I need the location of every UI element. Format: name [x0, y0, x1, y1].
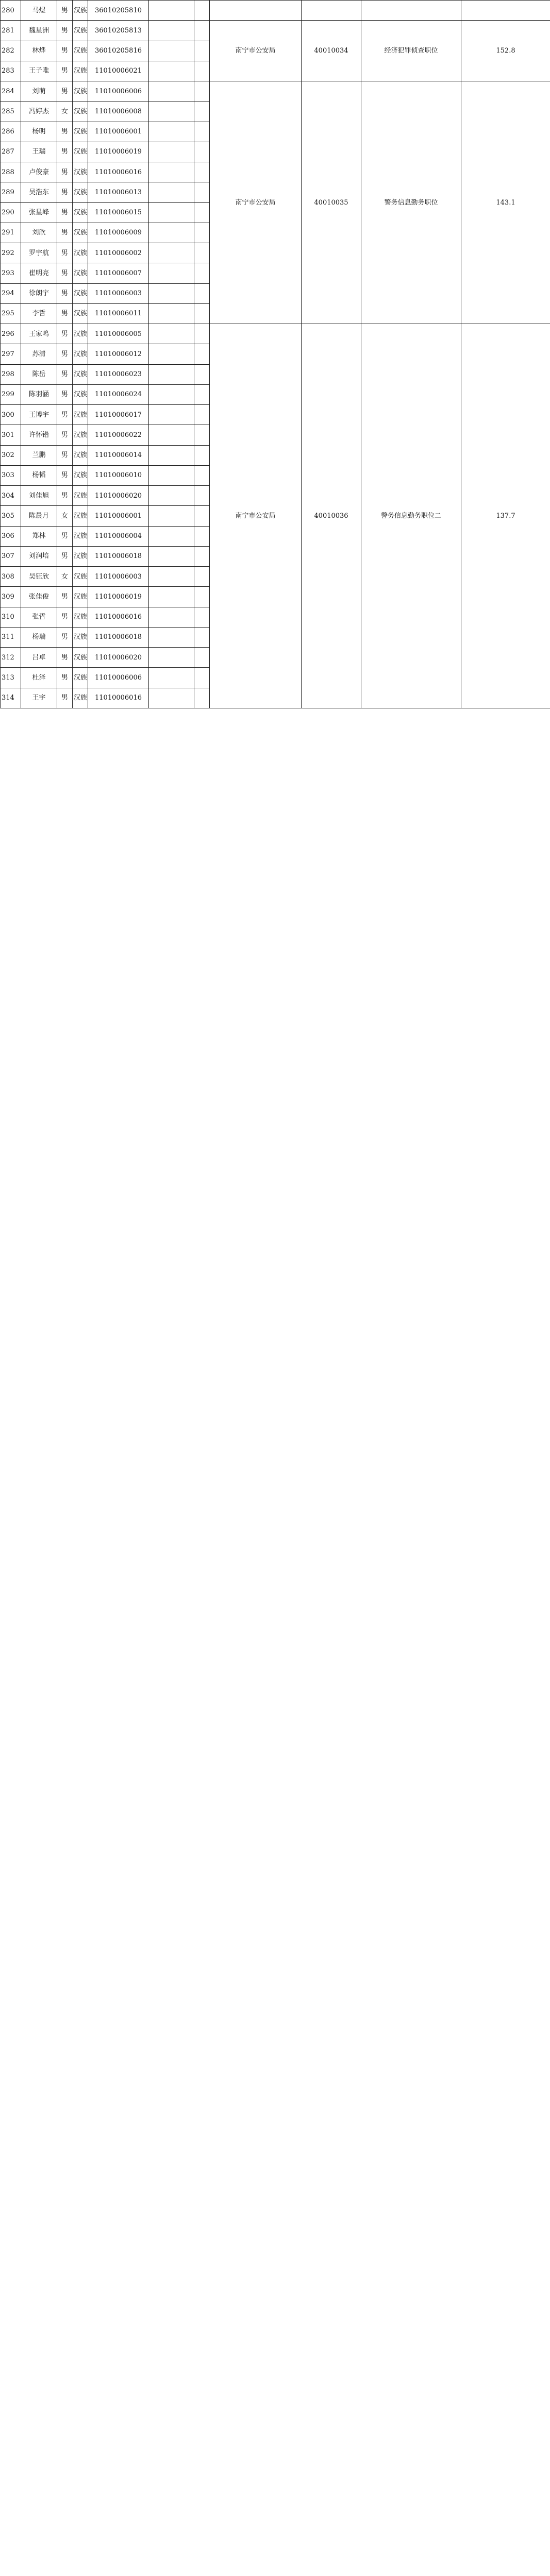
candidate-name: 张哲: [21, 607, 57, 627]
exam-id: 11010006004: [88, 526, 149, 546]
row-number: 289: [1, 182, 21, 202]
gender: 男: [57, 263, 73, 283]
ethnicity: 汉族: [73, 627, 88, 647]
row-number: 307: [1, 546, 21, 566]
row-number: 283: [1, 61, 21, 81]
gender: 男: [57, 688, 73, 708]
blank-cell: [194, 61, 210, 81]
blank-cell: [194, 648, 210, 668]
blank-cell: [149, 344, 194, 364]
blank-cell: [194, 101, 210, 122]
candidate-name: 王瑞: [21, 142, 57, 162]
blank-cell: [194, 688, 210, 708]
row-number: 314: [1, 688, 21, 708]
blank-cell: [194, 283, 210, 303]
candidate-table: [0, 0, 550, 708]
exam-id: 11010006015: [88, 202, 149, 223]
position-name: [361, 1, 461, 21]
gender: 男: [57, 182, 73, 202]
candidate-name: 陈岳: [21, 364, 57, 384]
gender: 男: [57, 627, 73, 647]
gender: 男: [57, 243, 73, 263]
blank-cell: [149, 425, 194, 445]
exam-id: 11010006020: [88, 648, 149, 668]
row-number: 285: [1, 101, 21, 122]
blank-cell: [194, 263, 210, 283]
blank-cell: [149, 243, 194, 263]
exam-id: 11010006017: [88, 405, 149, 425]
row-number: 311: [1, 627, 21, 647]
blank-cell: [194, 122, 210, 142]
ethnicity: 汉族: [73, 223, 88, 243]
exam-id: 11010006009: [88, 223, 149, 243]
row-number: 301: [1, 425, 21, 445]
recruiting-unit: 南宁市公安局: [210, 81, 302, 324]
exam-id: 11010006007: [88, 263, 149, 283]
position-code: [302, 1, 361, 21]
ethnicity: 汉族: [73, 688, 88, 708]
ethnicity: 汉族: [73, 142, 88, 162]
blank-cell: [149, 526, 194, 546]
blank-cell: [194, 627, 210, 647]
ethnicity: 汉族: [73, 182, 88, 202]
gender: 男: [57, 486, 73, 506]
position-code: 40010036: [302, 324, 361, 708]
cutoff-score: 137.7: [461, 324, 550, 708]
ethnicity: 汉族: [73, 1, 88, 21]
blank-cell: [194, 81, 210, 101]
ethnicity: 汉族: [73, 364, 88, 384]
blank-cell: [194, 445, 210, 465]
blank-cell: [149, 283, 194, 303]
blank-cell: [194, 324, 210, 344]
row-number: 280: [1, 1, 21, 21]
row-number: 292: [1, 243, 21, 263]
gender: 男: [57, 21, 73, 41]
candidate-name: 王子唯: [21, 61, 57, 81]
gender: 男: [57, 1, 73, 21]
ethnicity: 汉族: [73, 101, 88, 122]
gender: 男: [57, 162, 73, 182]
exam-id: 11010006019: [88, 142, 149, 162]
exam-id: 11010006024: [88, 384, 149, 404]
exam-id: 11010006016: [88, 607, 149, 627]
candidate-name: 苏清: [21, 344, 57, 364]
table-body: [1, 1, 550, 708]
blank-cell: [149, 465, 194, 485]
gender: 男: [57, 61, 73, 81]
candidate-name: 郑林: [21, 526, 57, 546]
exam-id: 36010205813: [88, 21, 149, 41]
row-number: 306: [1, 526, 21, 546]
ethnicity: 汉族: [73, 202, 88, 223]
ethnicity: 汉族: [73, 384, 88, 404]
blank-cell: [194, 607, 210, 627]
gender: 男: [57, 81, 73, 101]
blank-cell: [194, 243, 210, 263]
ethnicity: 汉族: [73, 263, 88, 283]
exam-id: 11010006006: [88, 81, 149, 101]
row-number: 282: [1, 41, 21, 61]
ethnicity: 汉族: [73, 486, 88, 506]
exam-id: 11010006005: [88, 324, 149, 344]
candidate-name: 陈晨月: [21, 506, 57, 526]
exam-id: 11010006021: [88, 61, 149, 81]
candidate-name: 刘萌: [21, 81, 57, 101]
gender: 男: [57, 202, 73, 223]
gender: 男: [57, 364, 73, 384]
ethnicity: 汉族: [73, 607, 88, 627]
exam-id: 11010006002: [88, 243, 149, 263]
exam-id: 11010006003: [88, 283, 149, 303]
candidate-name: 杨瑞: [21, 627, 57, 647]
candidate-name: 刘润培: [21, 546, 57, 566]
ethnicity: 汉族: [73, 81, 88, 101]
exam-id: 11010006006: [88, 668, 149, 688]
candidate-name: 罗宇航: [21, 243, 57, 263]
blank-cell: [149, 303, 194, 324]
gender: 男: [57, 142, 73, 162]
gender: 男: [57, 344, 73, 364]
blank-cell: [194, 182, 210, 202]
ethnicity: 汉族: [73, 425, 88, 445]
gender: 男: [57, 384, 73, 404]
gender: 男: [57, 223, 73, 243]
blank-cell: [194, 425, 210, 445]
row-number: 286: [1, 122, 21, 142]
ethnicity: 汉族: [73, 465, 88, 485]
blank-cell: [149, 324, 194, 344]
blank-cell: [194, 567, 210, 587]
gender: 男: [57, 546, 73, 566]
candidate-name: 吴浩东: [21, 182, 57, 202]
exam-id: 11010006023: [88, 364, 149, 384]
blank-cell: [194, 465, 210, 485]
candidate-name: 吴钰欣: [21, 567, 57, 587]
row-number: 294: [1, 283, 21, 303]
blank-cell: [194, 384, 210, 404]
candidate-name: 兰鹏: [21, 445, 57, 465]
position-name: 警务信息勤务职位: [361, 81, 461, 324]
blank-cell: [149, 61, 194, 81]
cutoff-score: [461, 1, 550, 21]
row-number: 302: [1, 445, 21, 465]
blank-cell: [149, 1, 194, 21]
exam-id: 11010006003: [88, 567, 149, 587]
row-number: 313: [1, 668, 21, 688]
blank-cell: [149, 41, 194, 61]
gender: 男: [57, 526, 73, 546]
row-number: 305: [1, 506, 21, 526]
table-row: [1, 21, 550, 41]
blank-cell: [149, 223, 194, 243]
table-row: [1, 81, 550, 101]
blank-cell: [149, 546, 194, 566]
blank-cell: [149, 627, 194, 647]
candidate-name: 王家鸣: [21, 324, 57, 344]
candidate-name: 杜泽: [21, 668, 57, 688]
exam-id: 11010006019: [88, 587, 149, 607]
blank-cell: [149, 506, 194, 526]
row-number: 296: [1, 324, 21, 344]
row-number: 288: [1, 162, 21, 182]
blank-cell: [149, 587, 194, 607]
ethnicity: 汉族: [73, 567, 88, 587]
blank-cell: [194, 41, 210, 61]
blank-cell: [149, 122, 194, 142]
exam-id: 11010006010: [88, 465, 149, 485]
ethnicity: 汉族: [73, 324, 88, 344]
row-number: 303: [1, 465, 21, 485]
blank-cell: [149, 607, 194, 627]
blank-cell: [194, 546, 210, 566]
blank-cell: [149, 668, 194, 688]
row-number: 287: [1, 142, 21, 162]
ethnicity: 汉族: [73, 21, 88, 41]
blank-cell: [194, 344, 210, 364]
blank-cell: [194, 303, 210, 324]
blank-cell: [149, 162, 194, 182]
position-code: 40010034: [302, 21, 361, 81]
cutoff-score: 152.8: [461, 21, 550, 81]
blank-cell: [149, 364, 194, 384]
row-number: 297: [1, 344, 21, 364]
row-number: 310: [1, 607, 21, 627]
exam-id: 11010006001: [88, 122, 149, 142]
blank-cell: [149, 81, 194, 101]
gender: 男: [57, 283, 73, 303]
row-number: 312: [1, 648, 21, 668]
position-name: 警务信息勤务职位二: [361, 324, 461, 708]
candidate-name: 卢俊豪: [21, 162, 57, 182]
exam-id: 36010205810: [88, 1, 149, 21]
candidate-name: 冯婷杰: [21, 101, 57, 122]
exam-id: 11010006012: [88, 344, 149, 364]
exam-id: 11010006022: [88, 425, 149, 445]
blank-cell: [149, 688, 194, 708]
position-code: 40010035: [302, 81, 361, 324]
gender: 男: [57, 668, 73, 688]
blank-cell: [149, 405, 194, 425]
gender: 男: [57, 648, 73, 668]
exam-id: 11010006018: [88, 546, 149, 566]
candidate-name: 杨明: [21, 122, 57, 142]
row-number: 300: [1, 405, 21, 425]
ethnicity: 汉族: [73, 61, 88, 81]
exam-id: 11010006018: [88, 627, 149, 647]
candidate-name: 陈羽涵: [21, 384, 57, 404]
exam-id: 11010006014: [88, 445, 149, 465]
ethnicity: 汉族: [73, 344, 88, 364]
blank-cell: [149, 445, 194, 465]
cutoff-score: 143.1: [461, 81, 550, 324]
ethnicity: 汉族: [73, 506, 88, 526]
candidate-name: 王博宇: [21, 405, 57, 425]
gender: 男: [57, 425, 73, 445]
blank-cell: [194, 162, 210, 182]
position-name: 经济犯罪侦查职位: [361, 21, 461, 81]
row-number: 284: [1, 81, 21, 101]
ethnicity: 汉族: [73, 668, 88, 688]
blank-cell: [194, 486, 210, 506]
gender: 男: [57, 465, 73, 485]
exam-id: 36010205816: [88, 41, 149, 61]
candidate-name: 许怀锴: [21, 425, 57, 445]
gender: 男: [57, 122, 73, 142]
blank-cell: [149, 21, 194, 41]
gender: 男: [57, 587, 73, 607]
row-number: 309: [1, 587, 21, 607]
blank-cell: [194, 506, 210, 526]
ethnicity: 汉族: [73, 243, 88, 263]
candidate-name: 张佳俊: [21, 587, 57, 607]
gender: 男: [57, 41, 73, 61]
row-number: 298: [1, 364, 21, 384]
blank-cell: [194, 1, 210, 21]
blank-cell: [194, 405, 210, 425]
blank-cell: [194, 526, 210, 546]
row-number: 290: [1, 202, 21, 223]
ethnicity: 汉族: [73, 122, 88, 142]
ethnicity: 汉族: [73, 283, 88, 303]
recruiting-unit: 南宁市公安局: [210, 21, 302, 81]
ethnicity: 汉族: [73, 405, 88, 425]
ethnicity: 汉族: [73, 648, 88, 668]
row-number: 291: [1, 223, 21, 243]
blank-cell: [149, 202, 194, 223]
blank-cell: [194, 223, 210, 243]
gender: 女: [57, 506, 73, 526]
candidate-name: 刘欣: [21, 223, 57, 243]
blank-cell: [149, 486, 194, 506]
row-number: 295: [1, 303, 21, 324]
exam-id: 11010006020: [88, 486, 149, 506]
blank-cell: [149, 384, 194, 404]
blank-cell: [149, 142, 194, 162]
blank-cell: [149, 182, 194, 202]
candidate-name: 魏星洲: [21, 21, 57, 41]
exam-id: 11010006013: [88, 182, 149, 202]
candidate-name: 林烨: [21, 41, 57, 61]
blank-cell: [149, 567, 194, 587]
table-row: [1, 1, 550, 21]
candidate-name: 崔明亮: [21, 263, 57, 283]
row-number: 304: [1, 486, 21, 506]
recruiting-unit: [210, 1, 302, 21]
gender: 女: [57, 101, 73, 122]
candidate-name: 徐朗宇: [21, 283, 57, 303]
candidate-name: 杨韬: [21, 465, 57, 485]
recruiting-unit: 南宁市公安局: [210, 324, 302, 708]
candidate-name: 吕卓: [21, 648, 57, 668]
table-row: [1, 324, 550, 344]
row-number: 281: [1, 21, 21, 41]
blank-cell: [194, 364, 210, 384]
ethnicity: 汉族: [73, 445, 88, 465]
exam-id: 11010006016: [88, 162, 149, 182]
gender: 男: [57, 445, 73, 465]
gender: 男: [57, 405, 73, 425]
ethnicity: 汉族: [73, 587, 88, 607]
gender: 男: [57, 324, 73, 344]
exam-id: 11010006008: [88, 101, 149, 122]
blank-cell: [194, 21, 210, 41]
blank-cell: [149, 263, 194, 283]
candidate-name: 王宇: [21, 688, 57, 708]
ethnicity: 汉族: [73, 303, 88, 324]
exam-id: 11010006011: [88, 303, 149, 324]
gender: 女: [57, 567, 73, 587]
blank-cell: [194, 142, 210, 162]
gender: 男: [57, 303, 73, 324]
candidate-name: 刘佳旭: [21, 486, 57, 506]
ethnicity: 汉族: [73, 546, 88, 566]
row-number: 308: [1, 567, 21, 587]
row-number: 299: [1, 384, 21, 404]
row-number: 293: [1, 263, 21, 283]
ethnicity: 汉族: [73, 41, 88, 61]
ethnicity: 汉族: [73, 162, 88, 182]
candidate-name: 李哲: [21, 303, 57, 324]
candidate-name: 马煜: [21, 1, 57, 21]
gender: 男: [57, 607, 73, 627]
blank-cell: [194, 668, 210, 688]
blank-cell: [194, 202, 210, 223]
blank-cell: [149, 101, 194, 122]
exam-id: 11010006016: [88, 688, 149, 708]
blank-cell: [194, 587, 210, 607]
exam-id: 11010006001: [88, 506, 149, 526]
blank-cell: [149, 648, 194, 668]
candidate-name: 张星峰: [21, 202, 57, 223]
ethnicity: 汉族: [73, 526, 88, 546]
